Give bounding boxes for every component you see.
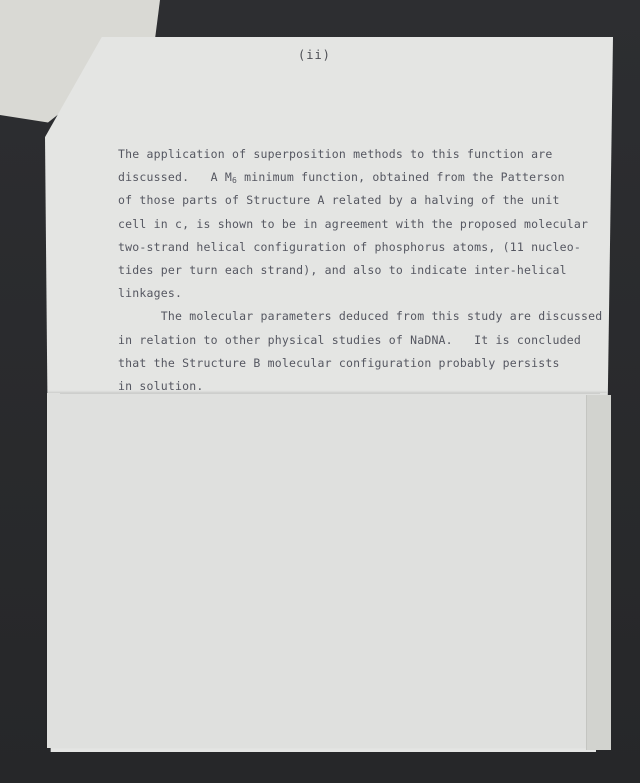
page-edge-strip bbox=[586, 395, 611, 750]
text-line: of those parts of Structure A related by a halving of the unit bbox=[118, 193, 560, 208]
text-line: two-strand helical configuration of phosphorus atoms, (11 nucleo- bbox=[118, 239, 582, 254]
text-line: tides per turn each strand), and also to indicate inter-helical bbox=[118, 262, 567, 277]
subscript: 6 bbox=[231, 176, 238, 186]
text-line: linkages. bbox=[118, 286, 183, 301]
abstract-text bbox=[118, 143, 603, 398]
text-segment: discussed. A M bbox=[118, 170, 232, 185]
text-line: in relation to other physical studies of NaDNA. It is concluded bbox=[118, 332, 582, 347]
folded-page-lower-half bbox=[47, 393, 607, 748]
text-line: that the Structure B molecular configuration probably persists bbox=[118, 355, 560, 370]
text-segment: minimum function, obtained from the Patterson bbox=[237, 170, 565, 185]
text-line: The application of superposition methods to this function are bbox=[118, 147, 553, 161]
text-line bbox=[118, 166, 598, 189]
text-line: cell in c, is shown to be in agreement with the proposed molecular bbox=[118, 216, 589, 231]
text-line: in solution. bbox=[118, 378, 204, 393]
page-number: (ii) bbox=[298, 48, 331, 62]
text-line: The molecular parameters deduced from this study are discussed bbox=[118, 309, 603, 324]
